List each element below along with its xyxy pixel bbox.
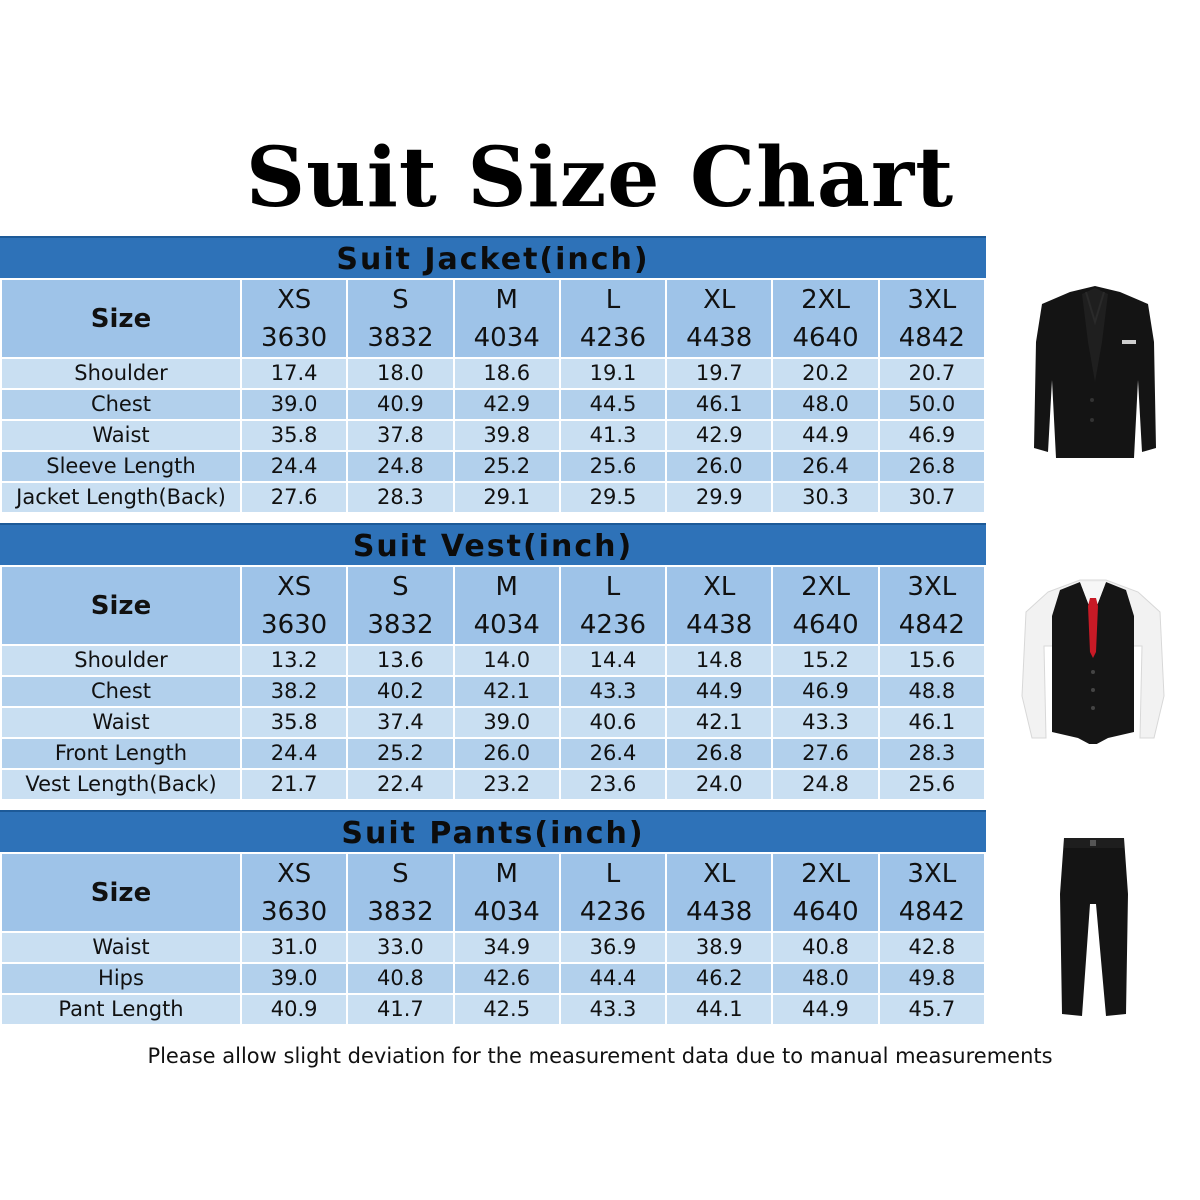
size-table — [0, 565, 986, 801]
measurement-value: 50.0 — [879, 389, 985, 420]
measurement-value: 38.9 — [666, 932, 772, 963]
size-code: 3832 — [367, 609, 434, 640]
measurement-value: 14.0 — [454, 645, 560, 676]
section-heading: Suit Vest(inch) — [0, 523, 986, 565]
size-code: 3630 — [261, 322, 328, 353]
size-code: 4034 — [473, 322, 540, 353]
measurement-label: Waist — [1, 932, 241, 963]
size-code: 4438 — [686, 609, 753, 640]
measurement-value: 34.9 — [454, 932, 560, 963]
measurement-value: 23.2 — [454, 769, 560, 800]
measurement-value: 35.8 — [241, 707, 347, 738]
measurement-value: 44.9 — [666, 676, 772, 707]
measurement-value: 40.8 — [347, 963, 453, 994]
size-code: 4640 — [792, 896, 859, 927]
size-header-cell — [560, 853, 666, 932]
measurement-value: 37.8 — [347, 420, 453, 451]
size-letter: S — [392, 571, 409, 602]
measurement-label: Pant Length — [1, 994, 241, 1025]
measurement-value: 25.2 — [347, 738, 453, 769]
size-header-cell — [666, 853, 772, 932]
measurement-label: Jacket Length(Back) — [1, 482, 241, 513]
measurement-value: 44.1 — [666, 994, 772, 1025]
size-letter: S — [392, 858, 409, 889]
table-row — [1, 676, 985, 707]
page-title: Suit Size Chart — [245, 130, 955, 226]
measurement-value: 24.4 — [241, 738, 347, 769]
measurement-value: 42.5 — [454, 994, 560, 1025]
measurement-value: 18.6 — [454, 358, 560, 389]
size-code: 4438 — [686, 896, 753, 927]
size-letter: XL — [703, 571, 736, 602]
pants-section — [0, 810, 986, 1026]
size-header-cell — [241, 853, 347, 932]
measurement-value: 29.5 — [560, 482, 666, 513]
measurement-value: 46.2 — [666, 963, 772, 994]
measurement-value: 30.3 — [772, 482, 878, 513]
table-row — [1, 738, 985, 769]
size-code: 3832 — [367, 322, 434, 353]
measurement-value: 15.6 — [879, 645, 985, 676]
size-header-cell — [666, 566, 772, 645]
size-header-row — [1, 566, 985, 645]
measurement-value: 46.9 — [772, 676, 878, 707]
size-header-cell — [454, 853, 560, 932]
size-code: 4236 — [579, 896, 647, 927]
measurement-value: 13.6 — [347, 645, 453, 676]
measurement-value: 19.1 — [560, 358, 666, 389]
measurement-value: 46.1 — [666, 389, 772, 420]
size-letter: XL — [703, 858, 736, 889]
measurement-value: 40.8 — [772, 932, 878, 963]
table-row — [1, 451, 985, 482]
measurement-value: 44.4 — [560, 963, 666, 994]
measurement-value: 21.7 — [241, 769, 347, 800]
measurement-value: 40.6 — [560, 707, 666, 738]
measurement-value: 20.7 — [879, 358, 985, 389]
size-letter: 3XL — [907, 858, 957, 889]
measurement-value: 30.7 — [879, 482, 985, 513]
measurement-value: 26.8 — [666, 738, 772, 769]
size-code: 4034 — [473, 896, 540, 927]
size-letter: XL — [703, 284, 736, 315]
size-header-cell — [560, 566, 666, 645]
table-row — [1, 707, 985, 738]
vest-image — [1018, 576, 1168, 744]
measurement-value: 13.2 — [241, 645, 347, 676]
size-letter: 2XL — [801, 284, 850, 315]
size-code: 4236 — [579, 322, 647, 353]
measurement-value: 26.8 — [879, 451, 985, 482]
size-header-cell — [772, 853, 878, 932]
table-row — [1, 482, 985, 513]
measurement-value: 43.3 — [772, 707, 878, 738]
size-code: 3832 — [367, 896, 434, 927]
measurement-label: Hips — [1, 963, 241, 994]
size-code: 3630 — [261, 609, 328, 640]
jacket-section — [0, 236, 986, 514]
size-header-row — [1, 279, 985, 358]
measurement-value: 42.6 — [454, 963, 560, 994]
size-letter: M — [495, 858, 518, 889]
size-label: Size — [1, 853, 241, 932]
size-code: 4438 — [686, 322, 753, 353]
size-letter: XS — [276, 284, 312, 315]
measurement-label: Waist — [1, 707, 241, 738]
measurement-value: 36.9 — [560, 932, 666, 963]
size-letter: 3XL — [907, 571, 957, 602]
size-code: 4842 — [898, 896, 965, 927]
size-header-cell — [666, 279, 772, 358]
measurement-value: 26.4 — [772, 451, 878, 482]
measurement-value: 29.9 — [666, 482, 772, 513]
measurement-value: 49.8 — [879, 963, 985, 994]
measurement-value: 26.0 — [666, 451, 772, 482]
measurement-value: 40.9 — [347, 389, 453, 420]
section-heading: Suit Jacket(inch) — [0, 236, 986, 278]
measurement-value: 33.0 — [347, 932, 453, 963]
table-row — [1, 963, 985, 994]
size-code: 3630 — [261, 896, 328, 927]
measurement-value: 14.8 — [666, 645, 772, 676]
measurement-value: 39.0 — [241, 389, 347, 420]
measurement-value: 25.2 — [454, 451, 560, 482]
measurement-value: 23.6 — [560, 769, 666, 800]
measurement-value: 27.6 — [772, 738, 878, 769]
size-header-cell — [772, 566, 878, 645]
measurement-value: 25.6 — [560, 451, 666, 482]
measurement-value: 35.8 — [241, 420, 347, 451]
size-letter: L — [605, 858, 621, 889]
measurement-value: 42.1 — [454, 676, 560, 707]
size-header-cell — [241, 279, 347, 358]
size-header-cell — [241, 566, 347, 645]
measurement-value: 31.0 — [241, 932, 347, 963]
measurement-value: 15.2 — [772, 645, 878, 676]
measurement-value: 48.0 — [772, 389, 878, 420]
measurement-value: 26.0 — [454, 738, 560, 769]
measurement-value: 41.3 — [560, 420, 666, 451]
measurement-value: 48.8 — [879, 676, 985, 707]
size-letter: M — [495, 571, 518, 602]
size-table — [0, 278, 986, 514]
measurement-value: 26.4 — [560, 738, 666, 769]
measurement-value: 43.3 — [560, 676, 666, 707]
measurement-value: 39.0 — [454, 707, 560, 738]
size-header-cell — [347, 566, 453, 645]
measurement-value: 18.0 — [347, 358, 453, 389]
measurement-value: 22.4 — [347, 769, 453, 800]
measurement-label: Shoulder — [1, 645, 241, 676]
measurement-label: Vest Length(Back) — [1, 769, 241, 800]
table-row — [1, 358, 985, 389]
size-code: 4842 — [898, 322, 965, 353]
measurement-value: 24.4 — [241, 451, 347, 482]
jacket-image — [1030, 282, 1160, 464]
size-header-cell — [454, 566, 560, 645]
measurement-value: 42.1 — [666, 707, 772, 738]
measurement-value: 25.6 — [879, 769, 985, 800]
size-header-cell — [879, 853, 985, 932]
measurement-value: 37.4 — [347, 707, 453, 738]
measurement-value: 44.9 — [772, 420, 878, 451]
size-letter: XS — [276, 571, 312, 602]
measurement-value: 29.1 — [454, 482, 560, 513]
table-row — [1, 389, 985, 420]
measurement-label: Chest — [1, 676, 241, 707]
measurement-value: 27.6 — [241, 482, 347, 513]
size-header-cell — [879, 566, 985, 645]
measurement-value: 39.8 — [454, 420, 560, 451]
size-header-cell — [560, 279, 666, 358]
section-heading: Suit Pants(inch) — [0, 810, 986, 852]
size-letter: M — [495, 284, 518, 315]
measurement-value: 46.9 — [879, 420, 985, 451]
pants-image — [1056, 834, 1132, 1018]
measurement-value: 44.5 — [560, 389, 666, 420]
size-letter: 2XL — [801, 858, 850, 889]
measurement-value: 14.4 — [560, 645, 666, 676]
table-row — [1, 994, 985, 1025]
measurement-label: Shoulder — [1, 358, 241, 389]
size-letter: S — [392, 284, 409, 315]
measurement-value: 40.2 — [347, 676, 453, 707]
measurement-value: 40.9 — [241, 994, 347, 1025]
measurement-value: 17.4 — [241, 358, 347, 389]
vest-section — [0, 523, 986, 801]
measurement-value: 24.8 — [772, 769, 878, 800]
size-header-row — [1, 853, 985, 932]
measurement-note: Please allow slight deviation for the measurement data due to manual measurements — [147, 1044, 1053, 1068]
size-label: Size — [1, 566, 241, 645]
measurement-value: 48.0 — [772, 963, 878, 994]
measurement-value: 45.7 — [879, 994, 985, 1025]
size-header-cell — [772, 279, 878, 358]
measurement-label: Waist — [1, 420, 241, 451]
measurement-value: 38.2 — [241, 676, 347, 707]
measurement-value: 41.7 — [347, 994, 453, 1025]
size-code: 4034 — [473, 609, 540, 640]
measurement-label: Sleeve Length — [1, 451, 241, 482]
size-code: 4640 — [792, 322, 859, 353]
size-header-cell — [347, 279, 453, 358]
measurement-label: Chest — [1, 389, 241, 420]
table-row — [1, 769, 985, 800]
size-header-cell — [879, 279, 985, 358]
measurement-value: 46.1 — [879, 707, 985, 738]
measurement-label: Front Length — [1, 738, 241, 769]
measurement-value: 44.9 — [772, 994, 878, 1025]
size-letter: L — [605, 571, 621, 602]
size-code: 4236 — [579, 609, 647, 640]
size-letter: 2XL — [801, 571, 850, 602]
table-row — [1, 645, 985, 676]
size-code: 4842 — [898, 609, 965, 640]
table-row — [1, 420, 985, 451]
measurement-value: 24.8 — [347, 451, 453, 482]
size-code: 4640 — [792, 609, 859, 640]
size-letter: L — [605, 284, 621, 315]
size-table — [0, 852, 986, 1026]
measurement-value: 19.7 — [666, 358, 772, 389]
measurement-value: 20.2 — [772, 358, 878, 389]
size-label: Size — [1, 279, 241, 358]
measurement-value: 42.9 — [454, 389, 560, 420]
measurement-value: 42.8 — [879, 932, 985, 963]
table-row — [1, 932, 985, 963]
measurement-value: 28.3 — [879, 738, 985, 769]
size-letter: 3XL — [907, 284, 957, 315]
size-header-cell — [347, 853, 453, 932]
measurement-value: 39.0 — [241, 963, 347, 994]
measurement-value: 28.3 — [347, 482, 453, 513]
measurement-value: 24.0 — [666, 769, 772, 800]
size-letter: XS — [276, 858, 312, 889]
measurement-value: 42.9 — [666, 420, 772, 451]
size-header-cell — [454, 279, 560, 358]
measurement-value: 43.3 — [560, 994, 666, 1025]
